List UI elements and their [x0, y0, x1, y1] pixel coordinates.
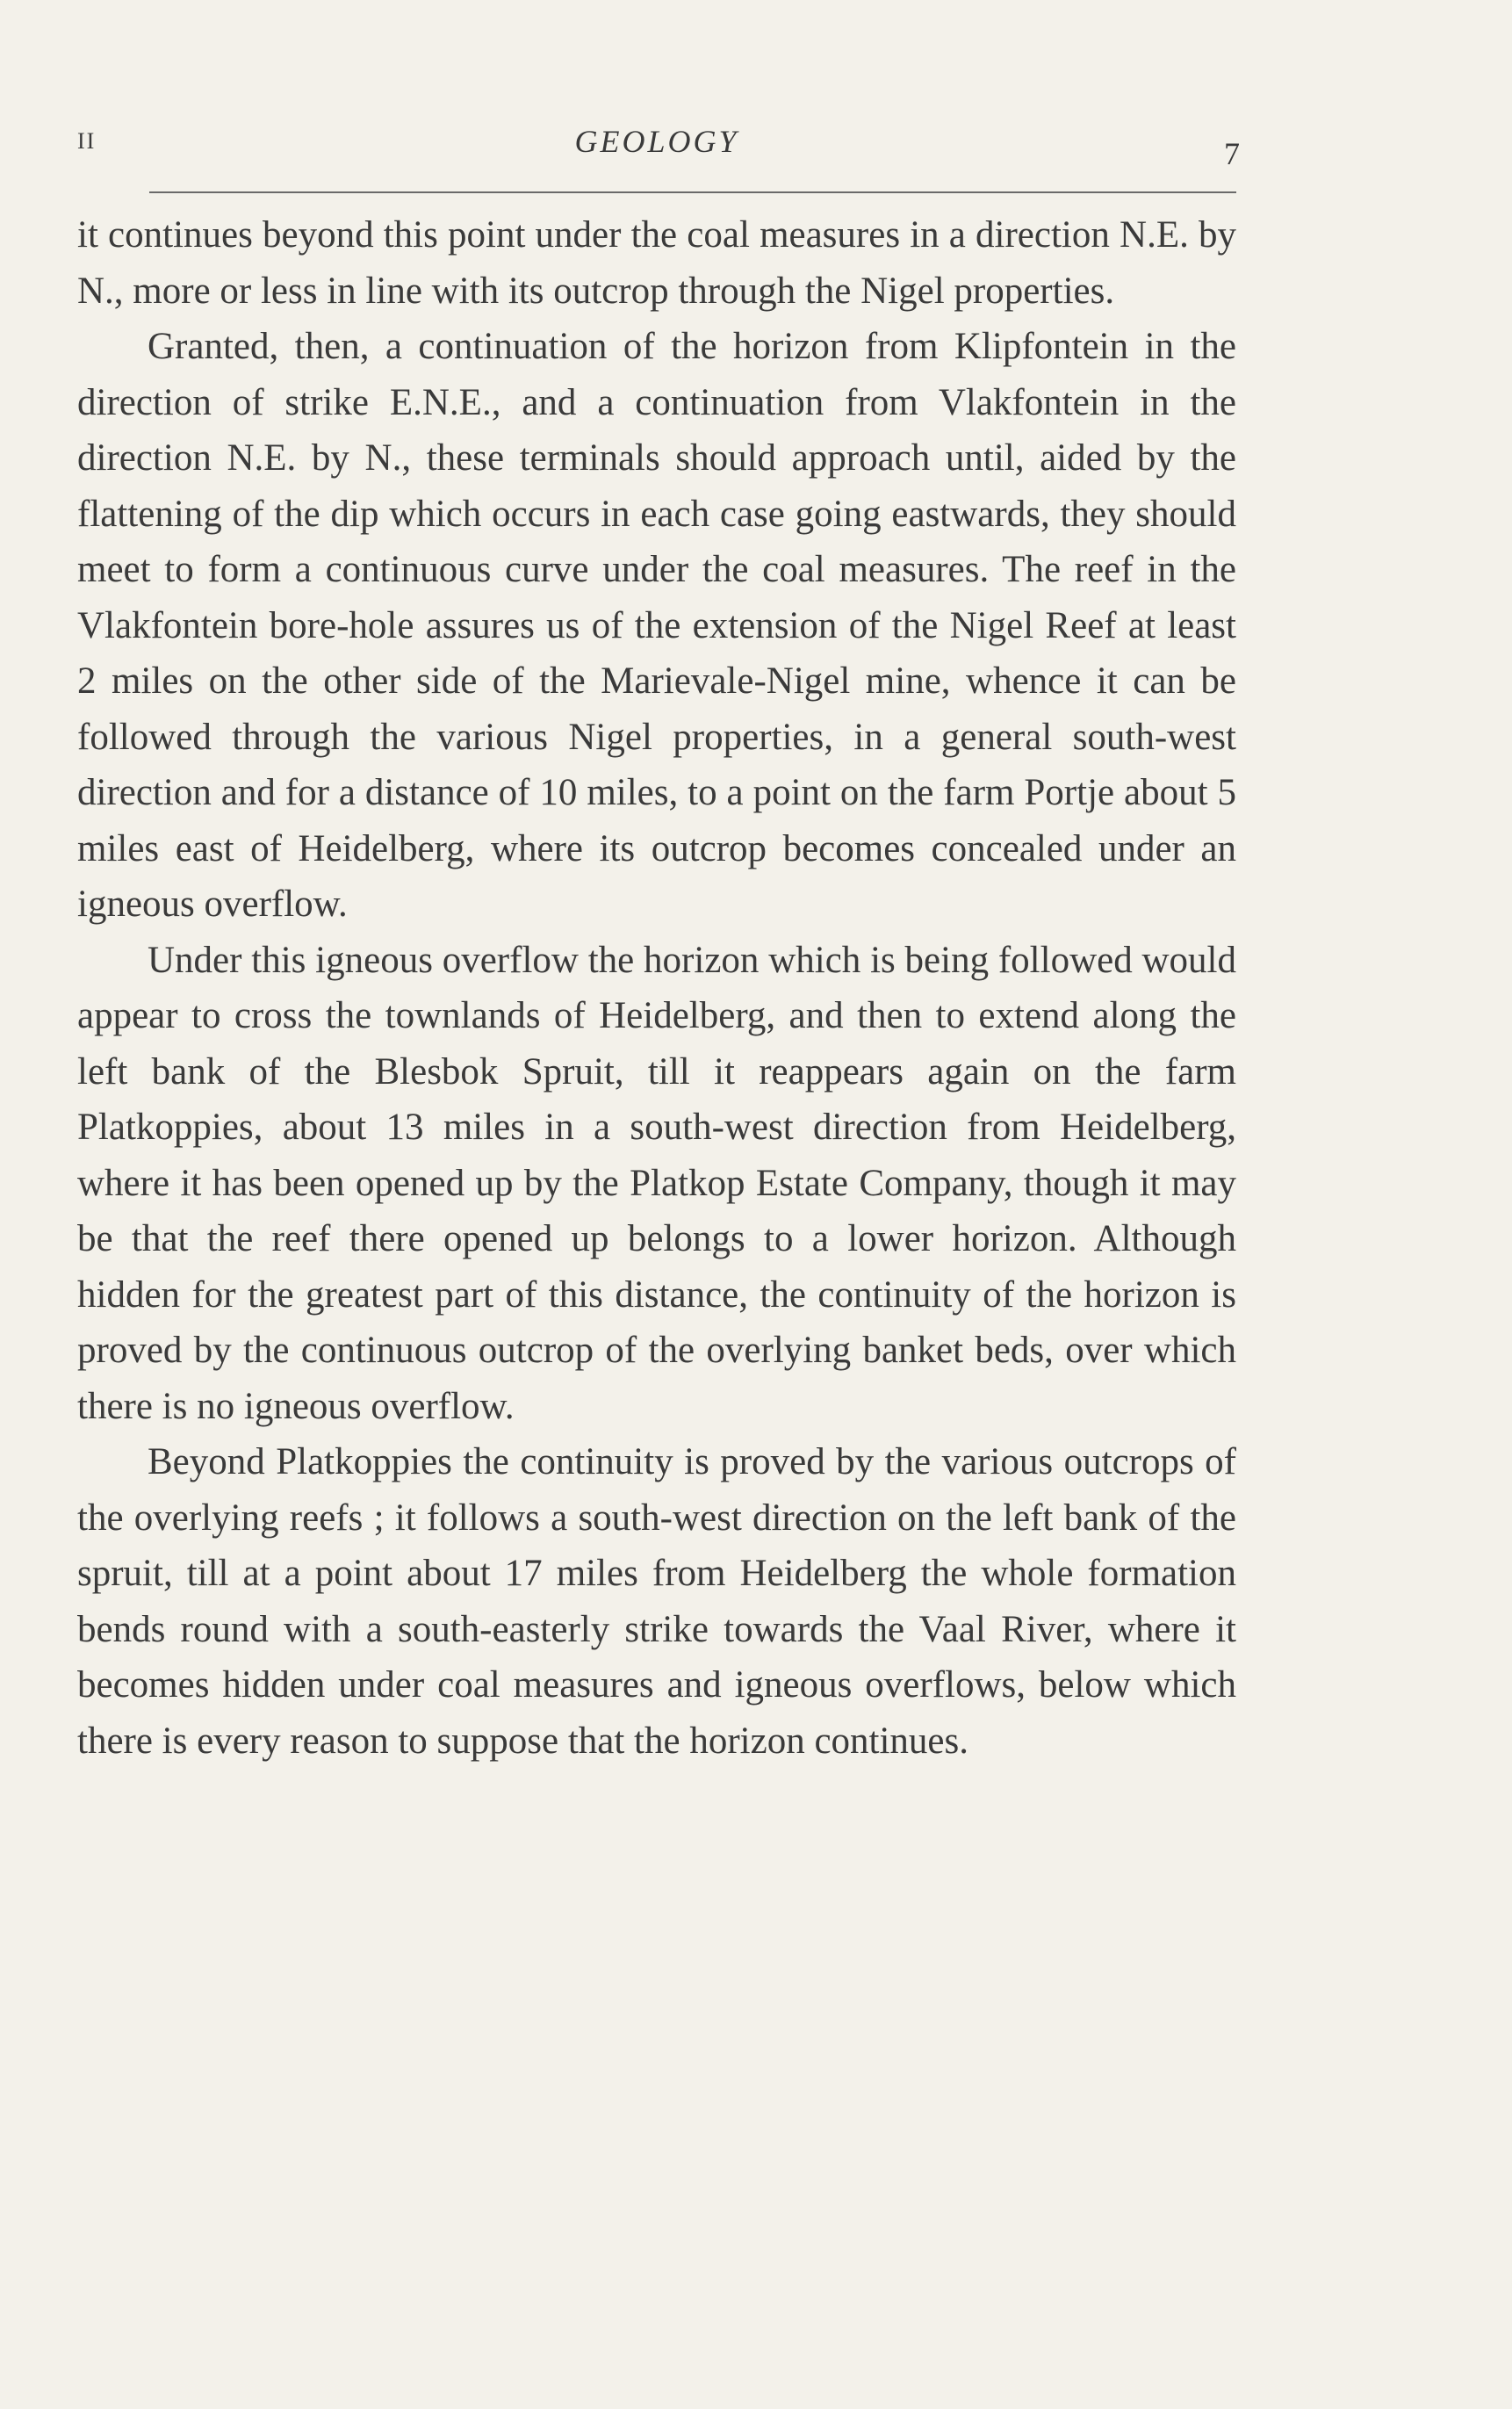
paragraph-2: Granted, then, a continuation of the horizon from Klipfontein in the direction of strike E.N.E., and a continuation from Vlakfontein in the direction N.E. by N., these terminals should approach until, aided by the flattening of the dip which occurs in each case going eastwards, they should meet to form a continuous curve under the coal measures. The reef in the Vlakfontein bore-hole assures us of the extension of the Nigel Reef at least 2 miles on the other side of the Marievale-Nigel mine, whence it can be followed through the various Nigel properties, in a general south-west direction and for a distance of 10 miles, to a point on the farm Portje about 5 miles east of Heidelberg, where its outcrop becomes concealed under an igneous overflow. [77, 326, 1236, 925]
paragraph-1: it continues beyond this point under the coal measures in a direction N.E. by N., more or less in line with its outcrop through the Nigel properties. [77, 214, 1236, 312]
running-head [77, 123, 1240, 176]
body-text [77, 207, 1236, 1769]
paragraph-4: Beyond Platkoppies the continuity is proved by the various outcrops of the overlying reefs ; it follows a south-west direction on the left bank of the spruit, till at a point about 17 miles from Heidelberg the whole formation bends round with a south-easterly strike towards the Vaal River, where it becomes hidden under coal measures and igneous overflows, below which there is every reason to suppose that the horizon continues. [77, 1441, 1236, 1762]
page-number: 7 [1224, 136, 1240, 171]
header-rule [149, 191, 1236, 193]
paragraph-3: Under this igneous overflow the horizon which is being followed would appear to cross the townlands of Heidelberg, and then to extend along the left bank of the Blesbok Spruit, till it reappears again on the farm Platkoppies, about 13 miles in a south-west direction from Heidelberg, where it has been opened up by the Platkop Estate Company, though it may be that the reef there opened up belongs to a lower horizon. Although hidden for the greatest part of this distance, the continuity of the horizon is proved by the continuous outcrop of the overlying banket beds, over which there is no igneous overflow. [77, 939, 1236, 1427]
chapter-number: II [77, 128, 97, 154]
running-title: GEOLOGY [574, 124, 739, 159]
